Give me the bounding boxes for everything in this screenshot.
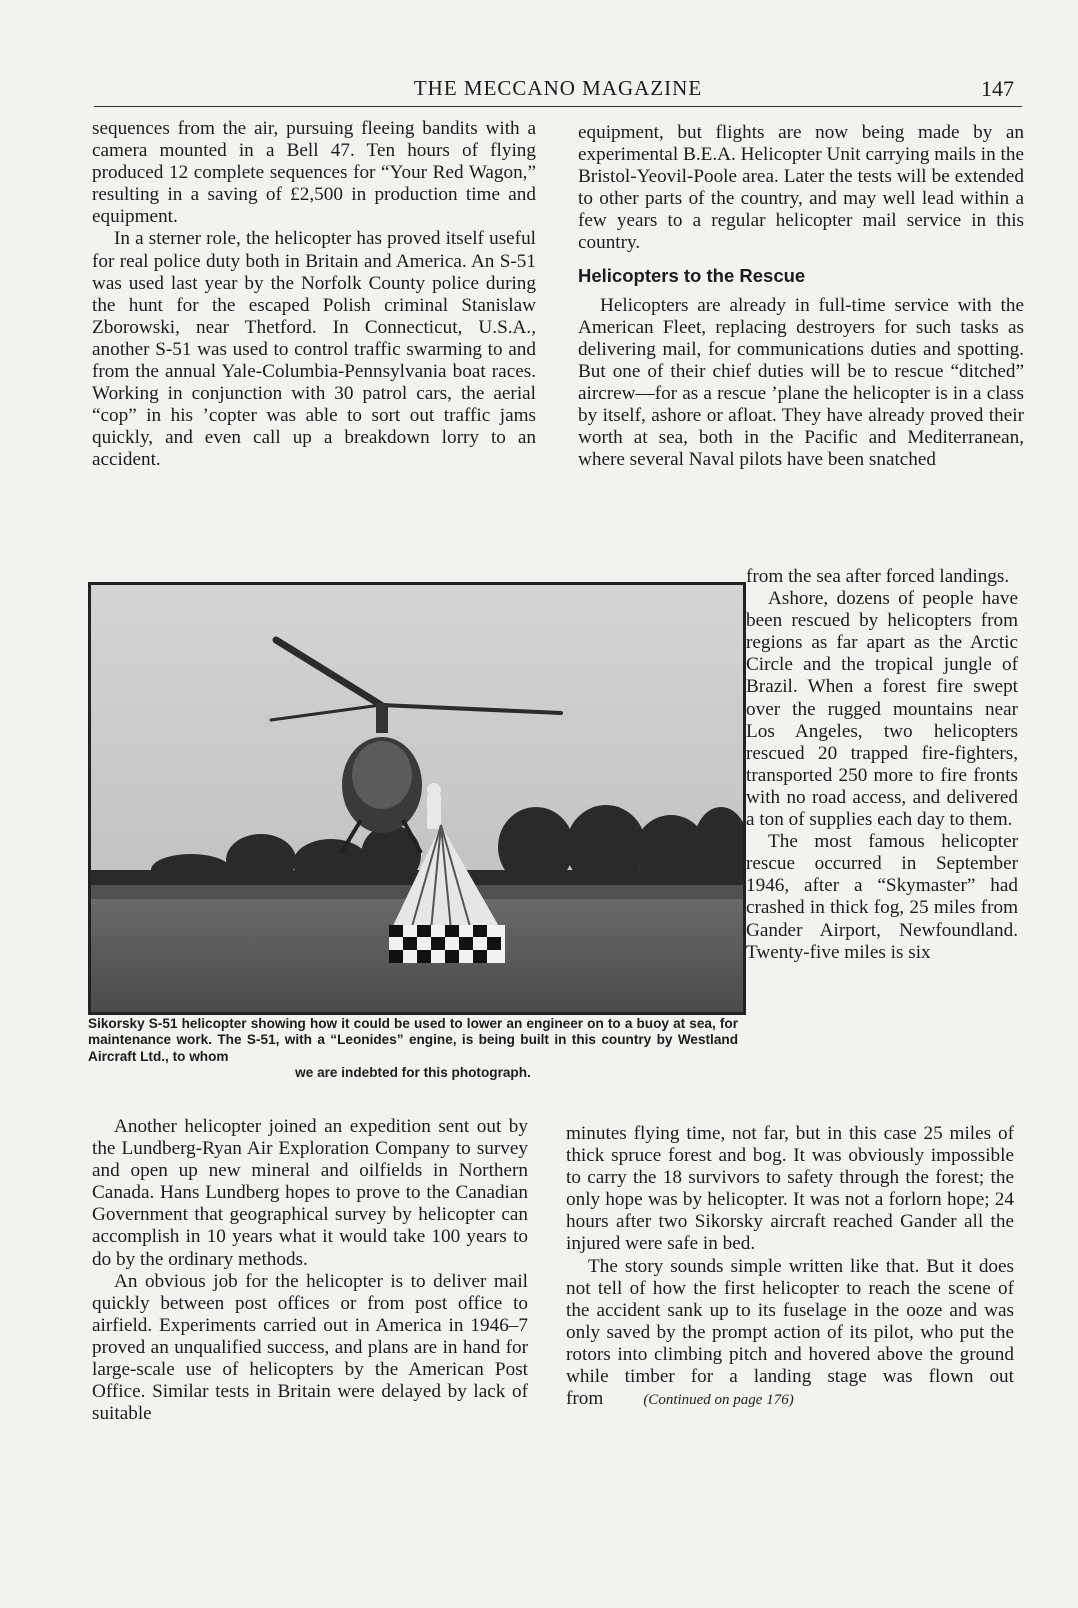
left-column-top — [92, 118, 536, 472]
continued-note: (Continued on page 176) — [643, 1392, 794, 1409]
paragraph-mail-tests: equipment, but flights are now being made by an experimental B.E.A. Helicopter Unit carrying mails in the Bristol-Yeovil-Poole area. Later the tests will be extended to other parts of the country, and may well lead within a few years to a regular helicopter mail service in this country. — [578, 122, 1024, 254]
caption-last-line: we are indebted for this photograph. — [295, 1065, 531, 1081]
paragraph-film-sequences: sequences from the air, pursuing fleeing bandits with a camera mounted in a Bell 47. Ten hours of flying produced 12 complete sequences for “Your Red Wagon,” resulting in a saving of £2,500 in production time and equipment. — [92, 118, 536, 228]
running-head — [94, 74, 1022, 107]
paragraph-gander-rescue: minutes flying time, not far, but in this case 25 miles of thick spruce forest and bog. It was obviously impossible to carry the 18 survivors to safety through the forest; the only hope was by helicopter. It was not a forlorn hope; 24 hours after two Sikorsky aircraft reached Gander all the injured were safe in bed. — [566, 1123, 1014, 1255]
helicopter-photo-illustration — [91, 585, 743, 1012]
paragraph-mail-delivery: An obvious job for the helicopter is to deliver mail quickly between post offices or from post office to airfield. Experiments carried out in America in 1946–7 proved an unqualified success, and plans are in hand for large-scale use of helicopters by the American Post Office. Similar tests in Britain were delayed by lack of suitable — [92, 1270, 528, 1425]
caption-text: Sikorsky S-51 helicopter showing how it could be used to lower an engineer on to a buoy at sea, for maintenance work. The S-51, with a “Leonides” engine, is being built in this country by Westland Aircraft Ltd., to whom — [88, 1016, 738, 1064]
page-number: 147 — [981, 76, 1014, 101]
paragraph-expedition: Another helicopter joined an expedition sent out by the Lundberg-Ryan Air Exploration Company to survey and open up new mineral and oilfields in Northern Canada. Hans Lundberg hopes to prove to the Canadian Government that geographical survey by helicopter can accomplish in 10 years what it would take 100 years to do by the ordinary methods. — [92, 1116, 528, 1270]
right-column-middle — [746, 566, 1018, 964]
paragraph-ashore-rescues: Ashore, dozens of people have been rescued by helicopters from regions as far apart as the Arctic Circle and the tropical jungle of Brazil. When a forest fire swept over the rugged mountains near Los Angeles, two helicopters rescued 20 trapped fire-fighters, transported 250 more to fire fronts with no road access, and delivered a ton of supplies each day to them. — [746, 588, 1018, 831]
paragraph-forced-landings: from the sea after forced landings. — [746, 566, 1010, 587]
right-column-bottom — [566, 1123, 1014, 1411]
story-text: The story sounds simple written like that. But it does not tell of how the first helicopter to reach the scene of the accident sank up to its fuselage in the ooze and was only saved by the prompt action of its pilot, who put the rotors into climbing pitch and hovered above the ground while timber for a landing stage was flown out from — [566, 1255, 1014, 1410]
right-column-top — [578, 122, 1024, 471]
section-heading: Helicopters to the Rescue — [578, 264, 806, 286]
photo-caption — [88, 1016, 738, 1082]
helicopter-photograph — [88, 582, 746, 1015]
paragraph-police-duty: In a sterner role, the helicopter has proved itself useful for real police duty both in Britain and America. An S-51 was used last year by the Norfolk County police during the hunt for the escaped Polish criminal Stanislaw Zborowski, near Thetford. In Connecticut, U.S.A., another S-51 was used to control traffic swarming to and from the annual Yale-Columbia-Pennsylvania boat races. Working in conjunction with 30 patrol cars, the aerial “cop” in his ’copter was able to sort out traffic jams quickly, and even call up a breakdown lorry to an accident. — [92, 228, 536, 471]
paragraph-story — [566, 1256, 1014, 1412]
paragraph-famous-rescue: The most famous helicopter rescue occurred in September 1946, after a “Skymaster” had crashed in thick fog, 25 miles from Gander Airport, Newfoundland. Twenty-five miles is six — [746, 831, 1018, 963]
paragraph-fleet-service: Helicopters are already in full-time service with the American Fleet, replacing destroyers for such tasks as delivering mail, for communications duties and spotting. But one of their chief duties will be to rescue “ditched” aircrew—for as a rescue ’plane the helicopter is in a class by itself, ashore or afloat. They have already proved their worth at sea, both in the Pacific and Mediterranean, where several Naval pilots have been snatched — [578, 294, 1024, 471]
magazine-title: THE MECCANO MAGAZINE — [413, 76, 703, 100]
left-column-bottom — [92, 1116, 528, 1425]
